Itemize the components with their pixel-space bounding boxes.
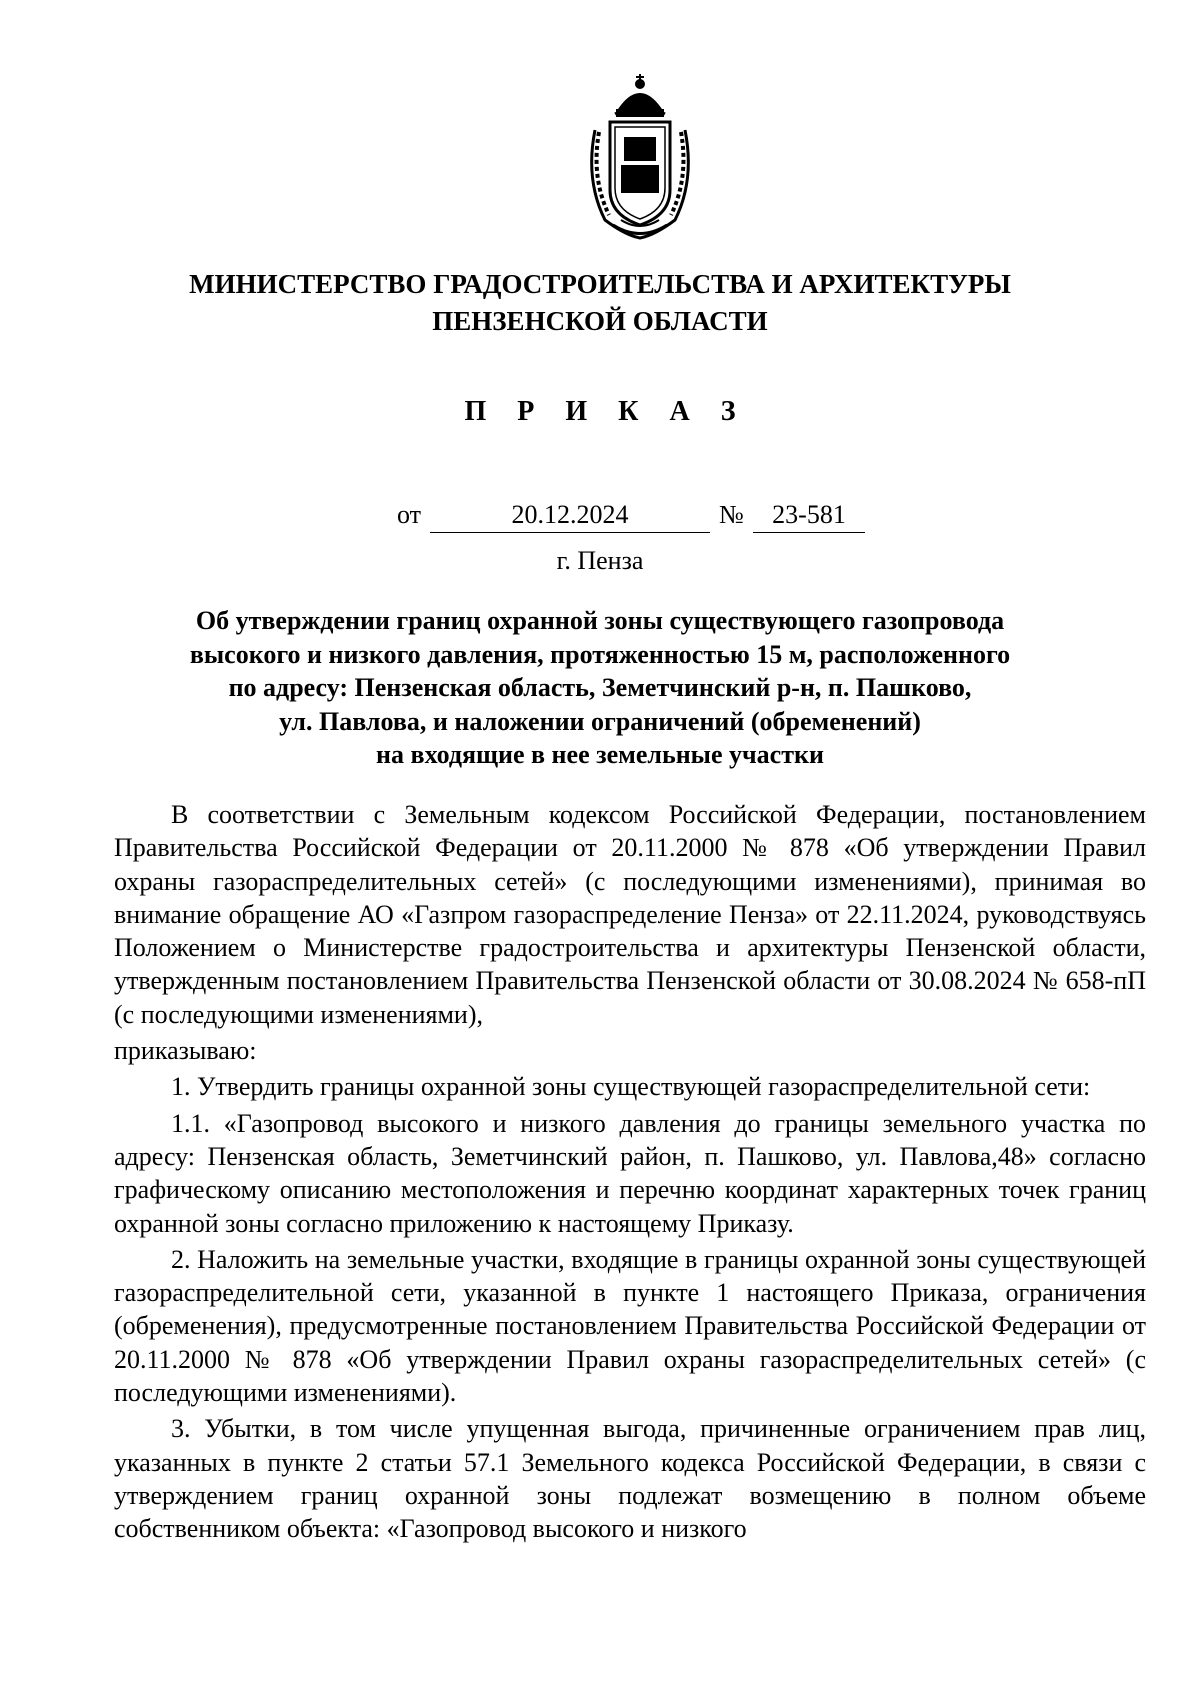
order-word: приказываю: <box>114 1036 257 1066</box>
order-body <box>114 798 1146 1549</box>
number-sign: № <box>719 500 744 529</box>
city: г. Пенза <box>556 546 644 575</box>
preamble-paragraph: В соответствии с Земельным кодексом Российской Федерации, постановлением Правительства Российской Федерации от 20.11.2000 № 878 «Об утверждении Правил охраны газораспределительных сетей» (с последующими изменениями), принимая во внимание обращение АО «Газпром газораспределение Пенза» от 22.11.2024, руководствуясь Положением о Министерстве градостроительства и архитектуры Пензенской области, утвержденным постановлением Правительства Пензенской области от 30.08.2024 № 658-пП (с последующими изменениями), <box>114 800 1146 1029</box>
ministry-name-line-1: МИНИСТЕРСТВО ГРАДОСТРОИТЕЛЬСТВА И АРХИТЕКТУРЫ <box>189 269 1011 299</box>
document-type-title: П Р И К А З <box>464 396 748 427</box>
subject-line-1: Об утверждении границ охранной зоны существующего газопровода <box>195 606 1005 635</box>
subject-line-2: высокого и низкого давления, протяженностью 15 м, расположенного <box>189 639 1011 669</box>
item-1-paragraph: 1. Утвердить границы охранной зоны существующей газораспределительной сети: <box>171 1072 1091 1102</box>
ministry-name-line-2: ПЕНЗЕНСКОЙ ОБЛАСТИ <box>432 306 768 336</box>
order-date: 20.12.2024 <box>430 500 710 533</box>
penza-oblast-coat-of-arms-icon <box>565 70 715 240</box>
subject-line-4: ул. Павлова, и наложении ограничений (обременений) <box>279 706 921 736</box>
order-number: 23-581 <box>753 500 865 533</box>
item-1-1-paragraph: 1.1. «Газопровод высокого и низкого давления до границы земельного участка по адресу: Пензенская область, Земетчинский район, п. Пашково, ул. Павлова,48» согласно графическому описанию местоположения и перечню координат характерных точек границ охранной зоны согласно приложению к настоящему Приказу. <box>114 1108 1146 1238</box>
order-meta <box>0 500 1200 540</box>
order-subject <box>120 604 1080 772</box>
ministry-name <box>120 266 1080 340</box>
item-3-paragraph: 3. Убытки, в том числе упущенная выгода, причиненные ограничением прав лиц, указанных в пункте 2 статьи 57.1 Земельного кодекса Российской Федерации, в связи с утверждением границ охранной зоны подлежат возмещению в полном объеме собственником объекта: «Газопровод высокого и низкого <box>114 1414 1146 1544</box>
subject-line-3: по адресу: Пензенская область, Земетчинский р-н, п. Пашково, <box>228 673 972 702</box>
subject-line-5: на входящие в нее земельные участки <box>376 740 824 769</box>
date-prefix: от <box>397 500 422 529</box>
item-2-paragraph: 2. Наложить на земельные участки, входящие в границы охранной зоны существующей газораспределительной сети, указанной в пункте 1 настоящего Приказа, ограничения (обременения), предусмотренные постановлением Правительства Российской Федерации от 20.11.2000 № 878 «Об утверждении Правил охраны газораспределительных сетей» (с последующими изменениями). <box>114 1244 1146 1408</box>
